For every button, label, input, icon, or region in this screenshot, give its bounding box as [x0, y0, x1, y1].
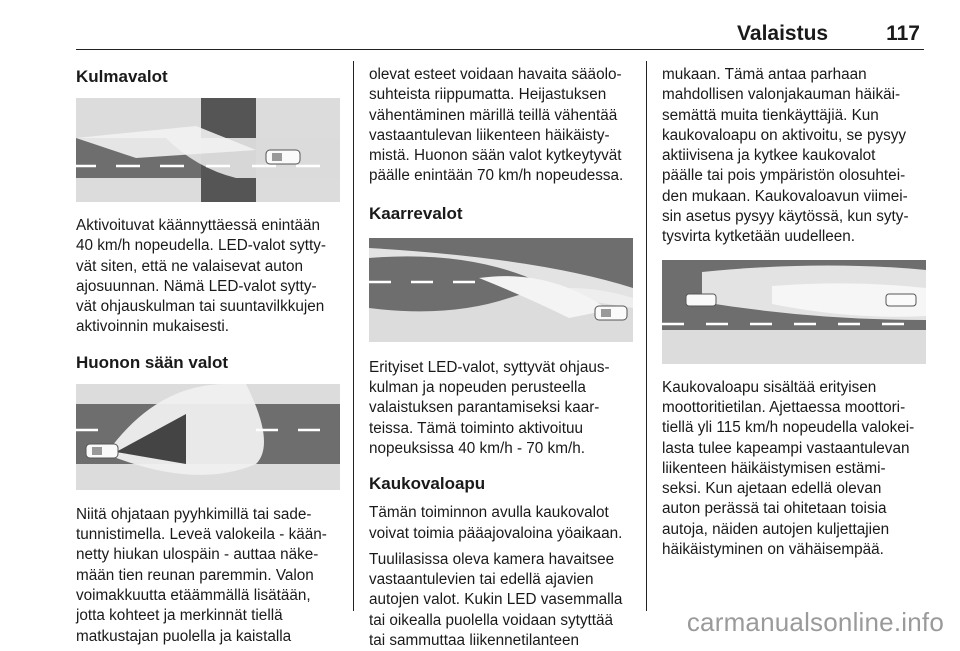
paragraph-kaukovaloapu-3: mukaan. Tämä antaa parhaan mahdollisen valonjakauman häikäi- semättä muita tienkäyttäjiä. Kun kaukovaloapu on aktivoitu, se pysyy aktiivisena ja kytkee kaukovalot päälle tai pois ympäristön olosuhtei- den mukaan. Kaukovaloavun viimei- sin asetus pysyy käytössä, kun syty- tysvirta kytketään uudelleen. [662, 66, 909, 246]
column-divider-2 [646, 61, 647, 611]
paragraph-kulmavalot: Aktivoituvat käännyttäessä enintään 40 km/h nopeudella. LED-valot sytty- vät siten, että ne valaisevat auton ajosuunnan. Nämä LED-valot sytty- vät ohjauskulman tai suuntavilkkujen aktivoinnin mukaisesti. [76, 217, 326, 336]
heading-kaukovaloapu: Kaukovaloapu [369, 474, 486, 494]
paragraph-continued: olevat esteet voidaan havaita sääolo- suhteista riippumatta. Heijastuksen vähentäminen märillä teillä vähentää vastaantulevan liikenteen häikäisty- mistä. Huonon sään valot kytkeytyvät päälle enintään 70 km/h nopeudessa. [369, 66, 624, 185]
page-header [737, 22, 920, 46]
header-rule [76, 49, 924, 50]
figure-cornering-light [76, 98, 340, 202]
figure-curve-light [369, 238, 633, 342]
paragraph-kaarrevalot: Erityiset LED-valot, syttyvät ohjaus- kulman ja nopeuden perusteella valaistuksen parantamiseksi kaar- teissa. Tämä toiminto aktivoituu nopeuksissa 40 km/h - 70 km/h. [369, 358, 610, 457]
figure-high-beam-assist [662, 260, 926, 364]
watermark: carmanualsonline.info [686, 607, 944, 637]
paragraph-huonon-saan-valot: Niitä ohjataan pyyhkimillä tai sade- tunnistimella. Leveä valokeila - kään- netty hiukan ulospäin - auttaa näke- mään tien reunan paremmin. Valon voimakkuutta etäämmällä lisätään, jotta kohteet ja merkinnät tiellä matkustajan puolella ja kaistalla [76, 505, 327, 645]
heading-huonon-saan-valot: Huonon sään valot [76, 352, 229, 372]
paragraph-moottoritietila: Kaukovaloapu sisältää erityisen moottoritietilan. Ajettaessa moottori- tiellä yli 115 km/h nopeudella valokei- lasta tulee kapeampi vastaantulevan liikenteen häikäistymisen estämi- seksi. Kun ajetaan edellä olevan auton perässä tai ohitetaan toisia autoja, näiden autojen kuljettajien häikäistyminen on vähäisempää. [662, 378, 915, 559]
paragraph-kaukovaloapu-2: Tuulilasissa oleva kamera havaitsee vastaantulevien tai edellä ajavien autojen valot. Kukin LED vasemmalla tai oikealla puolella voidaan sytyttää tai sammuttaa liikennetilanteen [369, 550, 623, 650]
page-number: 117 [886, 22, 920, 45]
heading-kaarrevalot: Kaarrevalot [369, 203, 463, 223]
heading-kulmavalot: Kulmavalot [76, 67, 168, 86]
column-divider-1 [353, 61, 354, 611]
paragraph-kaukovaloapu-1: Tämän toiminnon avulla kaukovalot voivat toimia pääajovaloina yöaikaan. [369, 504, 623, 542]
column-2 [369, 60, 633, 651]
chapter-title: Valaistus [737, 22, 829, 45]
column-3 [662, 60, 926, 560]
column-1 [76, 60, 340, 647]
figure-bad-weather-light [76, 384, 340, 490]
